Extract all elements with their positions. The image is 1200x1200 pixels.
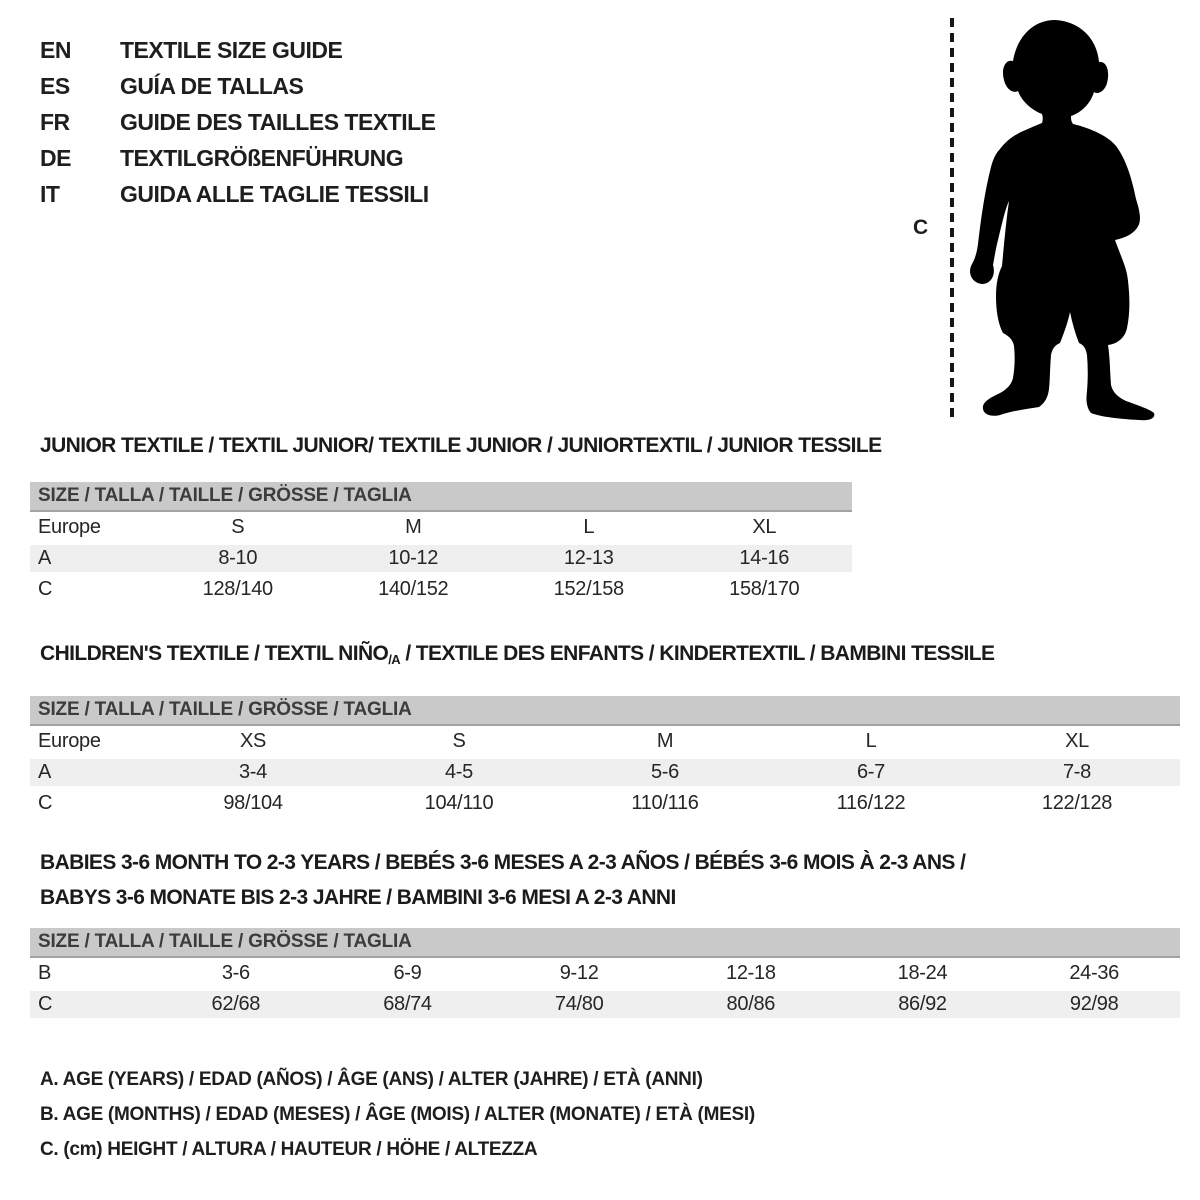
value-cell: 122/128 [1041,792,1113,814]
value-cell: 62/68 [211,993,261,1015]
value-cell: 98/104 [223,792,283,814]
size-cell: M [656,730,674,752]
value-cell: 10-12 [388,547,439,569]
lang-title: TEXTILGRÖßENFÜHRUNG [120,145,404,171]
children-size-table [30,696,1180,819]
toddler-silhouette-icon [958,16,1170,422]
junior-section-title: JUNIOR TEXTILE / TEXTIL JUNIOR/ TEXTILE JUNIOR / JUNIORTEXTIL / JUNIOR TESSILE [40,434,882,457]
value-cell: 92/98 [1069,993,1119,1015]
lang-row-de [40,140,436,176]
value-cell: 8-10 [218,547,258,569]
size-cell: XS [239,730,267,752]
value-cell: 4-5 [444,761,473,783]
row-label: B [38,962,52,984]
lang-code: DE [40,145,71,171]
table-row-months [30,958,1180,989]
lang-code: ES [40,73,70,99]
size-cell: L [865,730,877,752]
babies-title-line1: BABIES 3-6 MONTH TO 2-3 YEARS / BEBÉS 3-6 MESES A 2-3 AÑOS / BÉBÉS 3-6 MOIS À 2-3 ANS / [40,851,966,874]
value-cell: 140/152 [378,578,449,600]
size-header-bar: SIZE / TALLA / TAILLE / GRÖSSE / TAGLIA [30,482,852,512]
value-cell: 6-7 [856,761,885,783]
value-cell: 152/158 [553,578,624,600]
value-cell: 86/92 [898,993,947,1015]
lang-row-it [40,176,436,212]
junior-textile-section [30,434,882,605]
babies-size-table [30,928,1180,1020]
table-row-height [30,989,1180,1020]
lang-row-es [40,68,436,104]
size-cell: S [231,516,245,538]
size-cell: S [452,730,466,752]
value-cell: 6-9 [393,962,422,984]
value-cell: 74/80 [554,993,604,1015]
legend-line-b: B. AGE (MONTHS) / EDAD (MESES) / ÂGE (MOIS) / ALTER (MONATE) / ETÀ (MESI) [40,1104,755,1125]
value-cell: 128/140 [202,578,273,600]
value-cell: 3-4 [238,761,267,783]
value-cell: 104/110 [424,792,494,814]
region-label: Europe [38,516,101,538]
language-title-list [40,32,436,212]
value-cell: 110/116 [631,792,699,814]
legend-line-c: C. (cm) HEIGHT / ALTURA / HAUTEUR / HÖHE / ALTEZZA [40,1139,538,1160]
value-cell: 12-18 [726,962,776,984]
dashed-height-line [950,18,954,418]
lang-code: FR [40,109,70,135]
table-row-sizes [30,512,852,543]
row-label: A [38,761,52,783]
value-cell: 12-13 [563,547,614,569]
size-cell: XL [1065,730,1089,752]
children-section-title [40,642,1180,672]
value-cell: 24-36 [1069,962,1119,984]
babies-textile-section [30,845,1180,1020]
lang-title: TEXTILE SIZE GUIDE [120,37,343,63]
value-cell: 5-6 [650,761,679,783]
value-cell: 80/86 [726,993,776,1015]
babies-section-title [40,845,1180,915]
lang-title: GUÍA DE TALLAS [120,73,304,99]
table-row-age [30,543,852,574]
legend [40,1062,755,1167]
children-textile-section [30,642,1180,819]
table-row-height [30,574,852,605]
lang-row-en [40,32,436,68]
lang-row-fr [40,104,436,140]
region-label: Europe [38,730,101,752]
row-label: C [38,792,53,814]
value-cell: 18-24 [897,962,948,984]
title-suffix: / TEXTILE DES ENFANTS / KINDERTEXTIL / BAMBINI TESSILE [400,642,995,665]
value-cell: 116/122 [836,792,906,814]
junior-size-table [30,482,852,605]
size-cell: M [405,516,422,538]
height-measure-figure [905,0,1200,430]
lang-code: IT [40,181,60,207]
babies-title-line2: BABYS 3-6 MONATE BIS 2-3 JAHRE / BAMBINI 3-6 MESI A 2-3 ANNI [40,886,676,909]
value-cell: 14-16 [739,547,790,569]
size-cell: L [583,516,595,538]
title-subscript: /A [388,652,401,667]
size-header-bar: SIZE / TALLA / TAILLE / GRÖSSE / TAGLIA [30,696,1180,726]
value-cell: 9-12 [559,962,599,984]
height-measure-label: C [913,216,929,239]
row-label: C [38,578,53,600]
table-row-age [30,757,1180,788]
row-label: A [38,547,52,569]
size-header-bar: SIZE / TALLA / TAILLE / GRÖSSE / TAGLIA [30,928,1180,958]
value-cell: 68/74 [383,993,432,1015]
value-cell: 158/170 [729,578,800,600]
table-row-height [30,788,1180,819]
table-row-sizes [30,726,1180,757]
legend-line-a: A. AGE (YEARS) / EDAD (AÑOS) / ÂGE (ANS) / ALTER (JAHRE) / ETÀ (ANNI) [40,1069,703,1090]
lang-title: GUIDA ALLE TAGLIE TESSILI [120,181,429,207]
row-label: C [38,993,53,1015]
value-cell: 7-8 [1062,761,1091,783]
size-cell: XL [752,516,777,538]
value-cell: 3-6 [221,962,250,984]
lang-code: EN [40,37,71,63]
lang-title: GUIDE DES TAILLES TEXTILE [120,109,436,135]
title-prefix: CHILDREN'S TEXTILE / TEXTIL NIÑO [40,642,389,665]
